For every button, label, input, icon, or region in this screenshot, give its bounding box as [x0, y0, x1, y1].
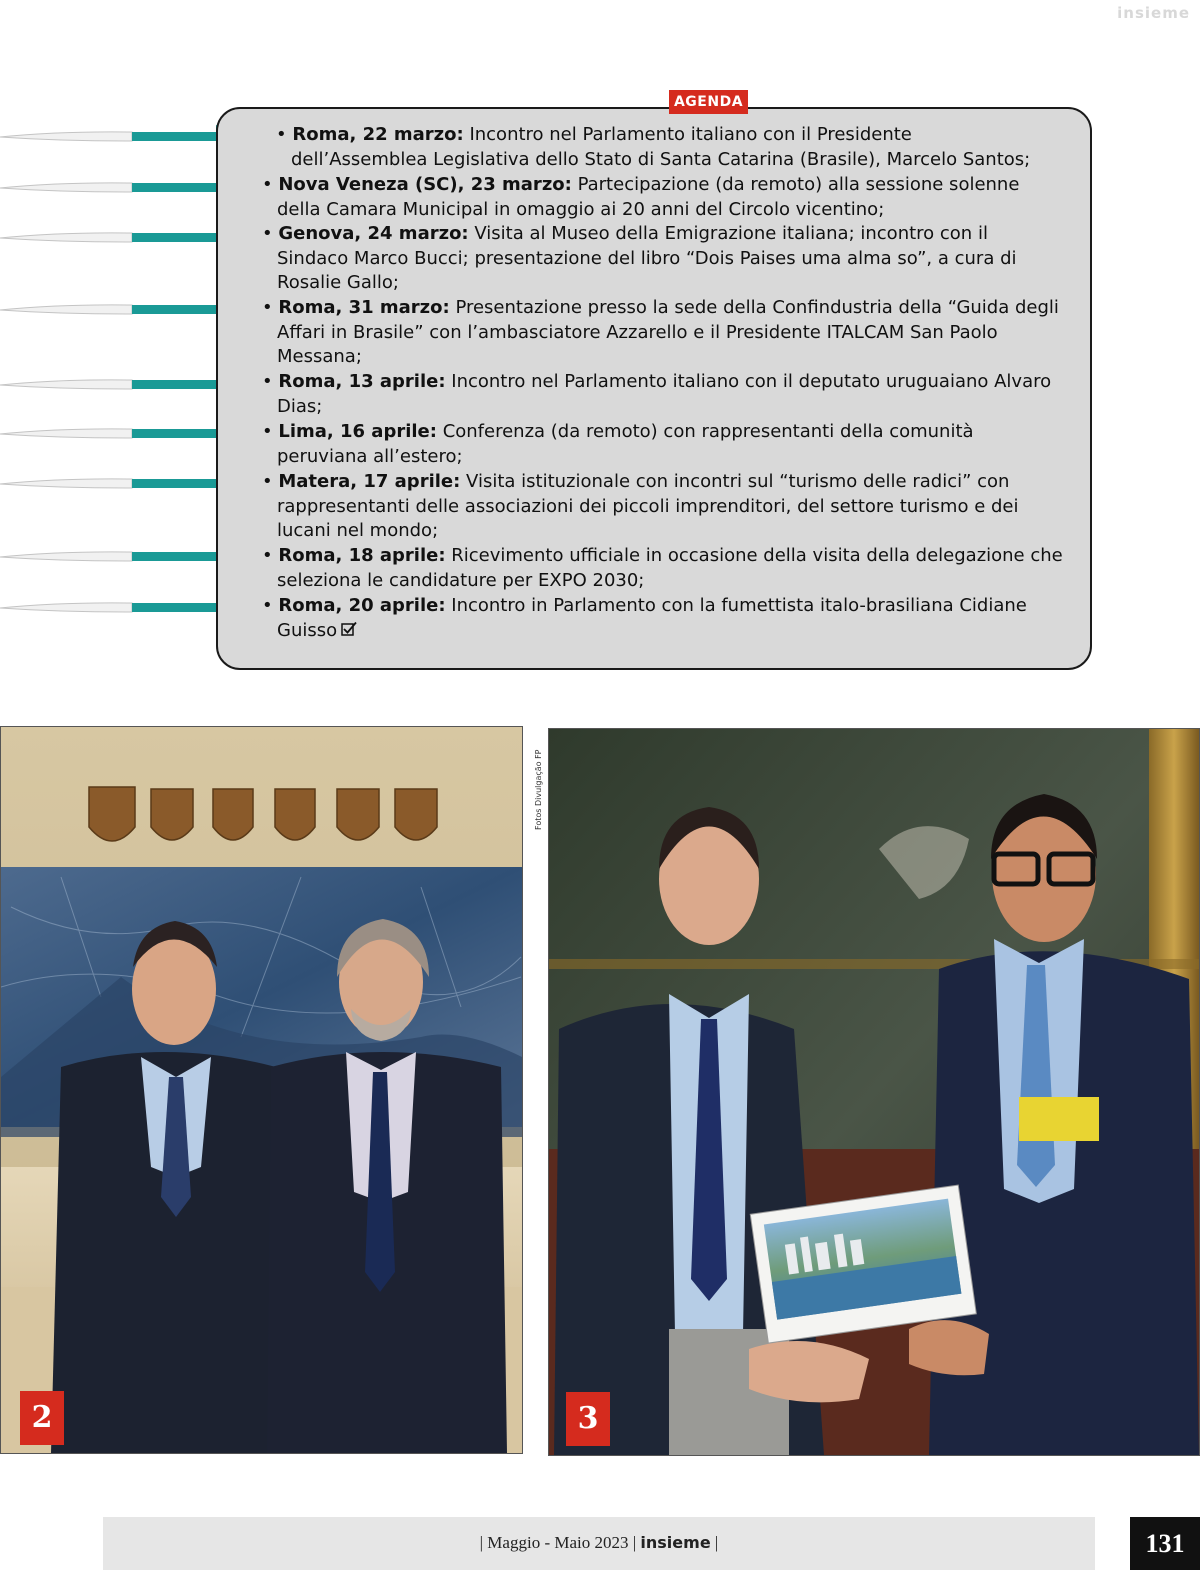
- entry-line: Conferenza (da remoto) con rappresentanti della comunità: [436, 421, 974, 442]
- entry-line: Partecipazione (da remoto) alla sessione solenne: [571, 174, 1020, 195]
- entry-continuation: peruviana all’estero;: [277, 445, 463, 467]
- entry-continuation: Dias;: [277, 395, 323, 417]
- bullet: •: [262, 297, 279, 318]
- entry-continuation: Affari in Brasile” con l’ambasciatore Azzarello e il Presidente ITALCAM San Paolo Messana;: [277, 321, 998, 367]
- entry-line: Presentazione presso la sede della Confindustria della “Guida degli: [449, 297, 1059, 318]
- entry-head: Genova, 24 marzo:: [278, 223, 469, 244]
- entry-head: Roma, 22 marzo:: [292, 124, 464, 145]
- entry-continuation: seleziona le candidature per EXPO 2030;: [277, 569, 645, 591]
- header-brand: insieme: [1117, 4, 1190, 22]
- footer-issue-date: | Maggio - Maio 2023 |: [479, 1533, 641, 1552]
- entry-head: Matera, 17 aprile:: [278, 471, 461, 492]
- photo-badge-3: 3: [566, 1392, 610, 1446]
- entry-line: Incontro nel Parlamento italiano con il Presidente: [463, 124, 912, 145]
- entry-continuation: [262, 619, 1074, 644]
- bullet: •: [276, 124, 293, 145]
- checkbox-icon: [341, 619, 358, 644]
- photo-genova-meeting: [0, 726, 523, 1454]
- entry-line: Incontro nel Parlamento italiano con il deputato uruguaiano Alvaro: [445, 371, 1052, 392]
- entry-head: Roma, 13 aprile:: [278, 371, 446, 392]
- entry-head: Roma, 31 marzo:: [278, 297, 450, 318]
- footer-separator: |: [710, 1533, 719, 1552]
- photo-credit-text: Fotos Divulgação FP: [534, 749, 543, 830]
- bullet: •: [262, 595, 279, 616]
- entry-line: Incontro in Parlamento con la fumettista italo-brasiliana Cidiane: [445, 595, 1027, 616]
- bullet: •: [262, 223, 279, 244]
- photo-credit: [522, 740, 543, 830]
- bullet: •: [262, 471, 279, 492]
- entry-head: Nova Veneza (SC), 23 marzo:: [278, 174, 572, 195]
- entry-continuation: Sindaco Marco Bucci; presentazione del libro “Dois Paises uma alma so”, a cura di Rosalie Gallo;: [277, 247, 1017, 293]
- agenda-entry: [262, 420, 1074, 469]
- agenda-entry: [262, 470, 1074, 544]
- entry-continuation-text: Guisso: [277, 619, 338, 641]
- entry-head: Lima, 16 aprile:: [278, 421, 437, 442]
- photo-badge-2: 2: [20, 1391, 64, 1445]
- entry-continuation: rappresentanti delle associazioni dei piccoli imprenditori, del settore turismo e dei lucani nel mondo;: [277, 495, 1019, 541]
- entry-head: Roma, 20 aprile:: [278, 595, 446, 616]
- agenda-entry: [262, 296, 1074, 370]
- bullet: •: [262, 174, 279, 195]
- entry-head: Roma, 18 aprile:: [278, 545, 446, 566]
- bullet: •: [262, 545, 279, 566]
- agenda-tag: AGENDA: [669, 90, 748, 114]
- photo-book-presentation: [548, 728, 1200, 1456]
- page-number: 131: [1130, 1517, 1200, 1570]
- agenda-entry: [262, 222, 1074, 296]
- entry-continuation: della Camara Municipal in omaggio ai 20 anni del Circolo vicentino;: [277, 198, 885, 220]
- agenda-entry: [262, 173, 1074, 222]
- agenda-entry: [262, 594, 1074, 643]
- entry-line: Visita al Museo della Emigrazione italiana; incontro con il: [468, 223, 988, 244]
- agenda-entry: [262, 544, 1074, 593]
- entry-continuation: dell’Assemblea Legislativa dello Stato di Santa Catarina (Brasile), Marcelo Santos;: [291, 148, 1031, 170]
- footer-magazine-name: insieme: [640, 1533, 711, 1552]
- agenda-entry: [262, 370, 1074, 419]
- entry-line: Visita istituzionale con incontri sul “turismo delle radici” con: [460, 471, 1010, 492]
- bullet: •: [262, 421, 279, 442]
- entry-line: Ricevimento ufficiale in occasione della visita della delegazione che: [445, 545, 1063, 566]
- bullet: •: [262, 371, 279, 392]
- footer-bar: [103, 1517, 1095, 1570]
- agenda-entry: [276, 123, 1088, 172]
- footer-issue: [103, 1517, 1095, 1570]
